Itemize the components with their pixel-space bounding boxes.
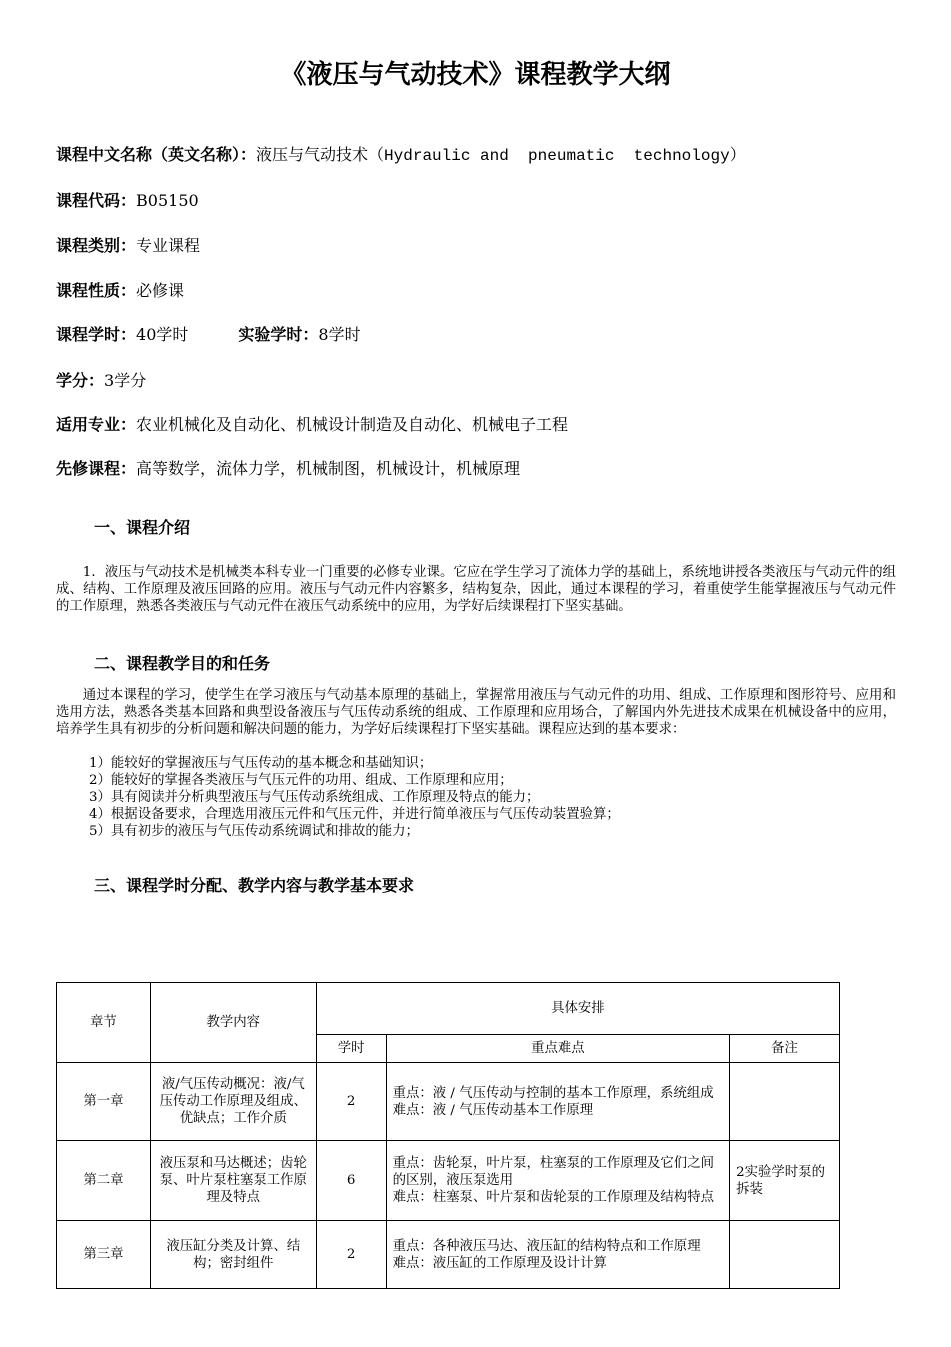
cell-content: 液压泵和马达概述；齿轮泵、叶片泵柱塞泵工作原理及特点 xyxy=(150,1141,316,1221)
credit-value: 3学分 xyxy=(104,371,147,390)
section-paragraph-intro: 1．液压与气动技术是机械类本科专业一门重要的必修专业课。它应在学生学习了流体力学的基础上，系统地讲授各类液压与气动元件的组成、结构、工作原理及液压回路的应用。液压与气动元件内容繁多，结构复杂，因此，通过本课程的学习，着重使学生能掌握液压与气动元件的工作原理，熟悉各类液压与气动元件在液压气动系统中的应用，为学好后续课程打下坚实基础。 xyxy=(56,565,896,614)
table-row xyxy=(57,1063,840,1141)
requirement-item: 4）根据设备要求，合理选用液压元件和气压元件，并进行简单液压与气压传动装置验算； xyxy=(89,807,620,822)
section-heading-schedule: 三、课程学时分配、教学内容与教学基本要求 xyxy=(94,876,415,895)
course-hours-label: 课程学时： xyxy=(56,325,137,344)
lab-hours-label: 实验学时： xyxy=(238,325,319,344)
cell-content: 液/气压传动概况：液/气压传动工作原理及组成、优缺点；工作介质 xyxy=(150,1063,316,1141)
document-title: 《液压与气动技术》课程教学大纲 xyxy=(280,60,671,90)
header-notes: 备注 xyxy=(730,1035,840,1063)
course-type-value: 专业课程 xyxy=(136,236,201,255)
table-row xyxy=(57,1221,840,1289)
prereq-value: 高等数学，流体力学，机械制图，机械设计，机械原理 xyxy=(136,459,521,478)
section-paragraph-goals: 通过本课程的学习，使学生在学习液压与气动基本原理的基础上，掌握常用液压与气动元件的功用、组成、工作原理和图形符号、应用和选用方法，熟悉各类基本回路和典型设备液压与气压传动系统的组成、工作原理和应用场合，了解国内外先进技术成果在机械设备中的应用，培养学生具有初步的分析问题和解决问题的能力，为学好后续课程打下坚实基础。课程应达到的基本要求： xyxy=(56,688,896,737)
header-chapter: 章节 xyxy=(57,983,151,1063)
credit-label: 学分： xyxy=(56,371,105,390)
cell-content: 液压缸分类及计算、结构；密封组件 xyxy=(150,1221,316,1289)
major-line xyxy=(56,415,568,435)
course-nature-label: 课程性质： xyxy=(56,281,137,300)
schedule-table xyxy=(56,982,840,1289)
course-nature-value: 必修课 xyxy=(136,281,185,300)
credit-line xyxy=(56,371,146,391)
cell-chapter: 第二章 xyxy=(57,1141,151,1221)
cell-chapter: 第三章 xyxy=(57,1221,151,1289)
prereq-line xyxy=(56,459,520,479)
header-arrangement: 具体安排 xyxy=(316,983,839,1035)
requirement-item: 5）具有初步的液压与气压传动系统调试和排故的能力； xyxy=(89,824,419,839)
major-value: 农业机械化及自动化、机械设计制造及自动化、机械电子工程 xyxy=(136,415,569,434)
course-code-line xyxy=(56,191,199,211)
header-content: 教学内容 xyxy=(150,983,316,1063)
cell-notes: 2实验学时泵的拆装 xyxy=(730,1141,840,1221)
course-nature-line xyxy=(56,281,184,301)
course-code-label: 课程代码： xyxy=(56,191,137,210)
requirements-list xyxy=(89,755,620,840)
header-key-points: 重点难点 xyxy=(386,1035,730,1063)
table-header-row xyxy=(57,983,840,1035)
cell-key-points: 重点：各种液压马达、液压缸的结构特点和工作原理 难点：液压缸的工作原理及设计计算 xyxy=(386,1221,730,1289)
course-code-value: B05150 xyxy=(136,191,199,210)
requirement-item: 1）能较好的掌握液压与气压传动的基本概念和基础知识； xyxy=(89,756,433,771)
major-label: 适用专业： xyxy=(56,415,137,434)
prereq-label: 先修课程： xyxy=(56,459,137,478)
section-heading-intro: 一、课程介绍 xyxy=(94,518,191,537)
course-hours-line xyxy=(56,325,361,345)
lab-hours-value: 8学时 xyxy=(318,325,361,344)
cell-hours: 2 xyxy=(316,1063,386,1141)
course-hours-value: 40学时 xyxy=(136,325,189,344)
section-heading-goals: 二、课程教学目的和任务 xyxy=(94,654,271,673)
cell-hours: 6 xyxy=(316,1141,386,1221)
course-type-line xyxy=(56,236,200,256)
requirement-item: 2）能较好的掌握各类液压与气压元件的功用、组成、工作原理和应用； xyxy=(89,773,513,788)
course-name-en: Hydraulic and pneumatic technology xyxy=(384,147,730,165)
cell-key-points: 重点：齿轮泵，叶片泵，柱塞泵的工作原理及它们之间的区别，液压泵选用 难点：柱塞泵、叶片泵和齿轮泵的工作原理及结构特点 xyxy=(386,1141,730,1221)
course-name-close: ） xyxy=(729,145,746,164)
course-type-label: 课程类别： xyxy=(56,236,137,255)
cell-key-points: 重点：液 / 气压传动与控制的基本工作原理，系统组成 难点：液 / 气压传动基本工作原理 xyxy=(386,1063,730,1141)
header-hours: 学时 xyxy=(316,1035,386,1063)
requirement-item: 3）具有阅读并分析典型液压与气压传动系统组成、工作原理及特点的能力； xyxy=(89,790,540,805)
cell-hours: 2 xyxy=(316,1221,386,1289)
course-name-cn: 液压与气动技术（ xyxy=(256,145,385,164)
cell-notes xyxy=(730,1221,840,1289)
cell-chapter: 第一章 xyxy=(57,1063,151,1141)
course-name-label: 课程中文名称（英文名称）： xyxy=(56,145,257,164)
cell-notes xyxy=(730,1063,840,1141)
course-name-line xyxy=(56,145,746,166)
table-row xyxy=(57,1141,840,1221)
